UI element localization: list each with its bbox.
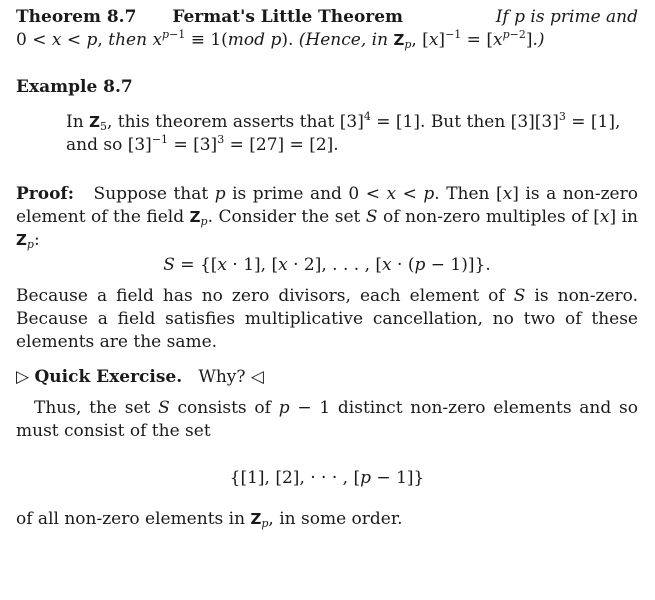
proof-paragraph-2: Because a field has no zero divisors, each element of S is non-zero. Because a field satisfies multiplicative cancellation, no two of these elements are the same. bbox=[16, 286, 638, 352]
quick-exercise bbox=[16, 366, 638, 389]
proof-block bbox=[16, 183, 638, 531]
quick-exercise-label: Quick Exercise. bbox=[34, 367, 183, 387]
example-body: In $Z_5$, this theorem asserts that $[3]^4 = [1]$. But then $[3][3]^3 = [1]$, and so $[3]^{-1} = [3]^3 = [27] = [2]$. bbox=[66, 110, 621, 155]
example-block bbox=[16, 76, 638, 157]
theorem-statement-start: If p is prime and bbox=[495, 7, 638, 27]
theorem-block bbox=[16, 6, 638, 52]
proof-paragraph-3: Thus, the set S consists of p − 1 distinct non-zero elements and so must consist of the set bbox=[16, 398, 638, 441]
page bbox=[16, 6, 638, 531]
quick-exercise-question: Why? bbox=[198, 367, 246, 387]
right-triangle-icon: ▷ bbox=[16, 367, 30, 387]
nonzero-set-formula: {[1], [2], · · · , [p − 1]} bbox=[229, 468, 425, 488]
example-label: Example 8.7 bbox=[16, 77, 133, 97]
left-triangle-icon: ◁ bbox=[250, 367, 264, 387]
proof-label: Proof: bbox=[16, 184, 75, 204]
proof-paragraph-1: Proof: Suppose that p is prime and 0 < x < p. Then [x] is a non-zero element of the field $Z_p$. Consider the set S of non-zero multiples of [x] in $Z_p$: bbox=[16, 184, 638, 251]
proof-paragraph-4: of all non-zero elements in $Z_p$, in some order. bbox=[16, 509, 403, 530]
theorem-label: Theorem 8.7 bbox=[16, 7, 137, 27]
theorem-statement: 0 < x < p, then $x^{p-1} \equiv 1(mod$ p). (Hence, in $Z_p$, $[x]^{-1} = [x^{p-2}]$.) bbox=[16, 28, 545, 51]
set-s-formula: S = {[x · 1], [x · 2], . . . , [x · (p − 1)]}. bbox=[163, 255, 491, 275]
theorem-name: Fermat's Little Theorem bbox=[172, 7, 404, 27]
